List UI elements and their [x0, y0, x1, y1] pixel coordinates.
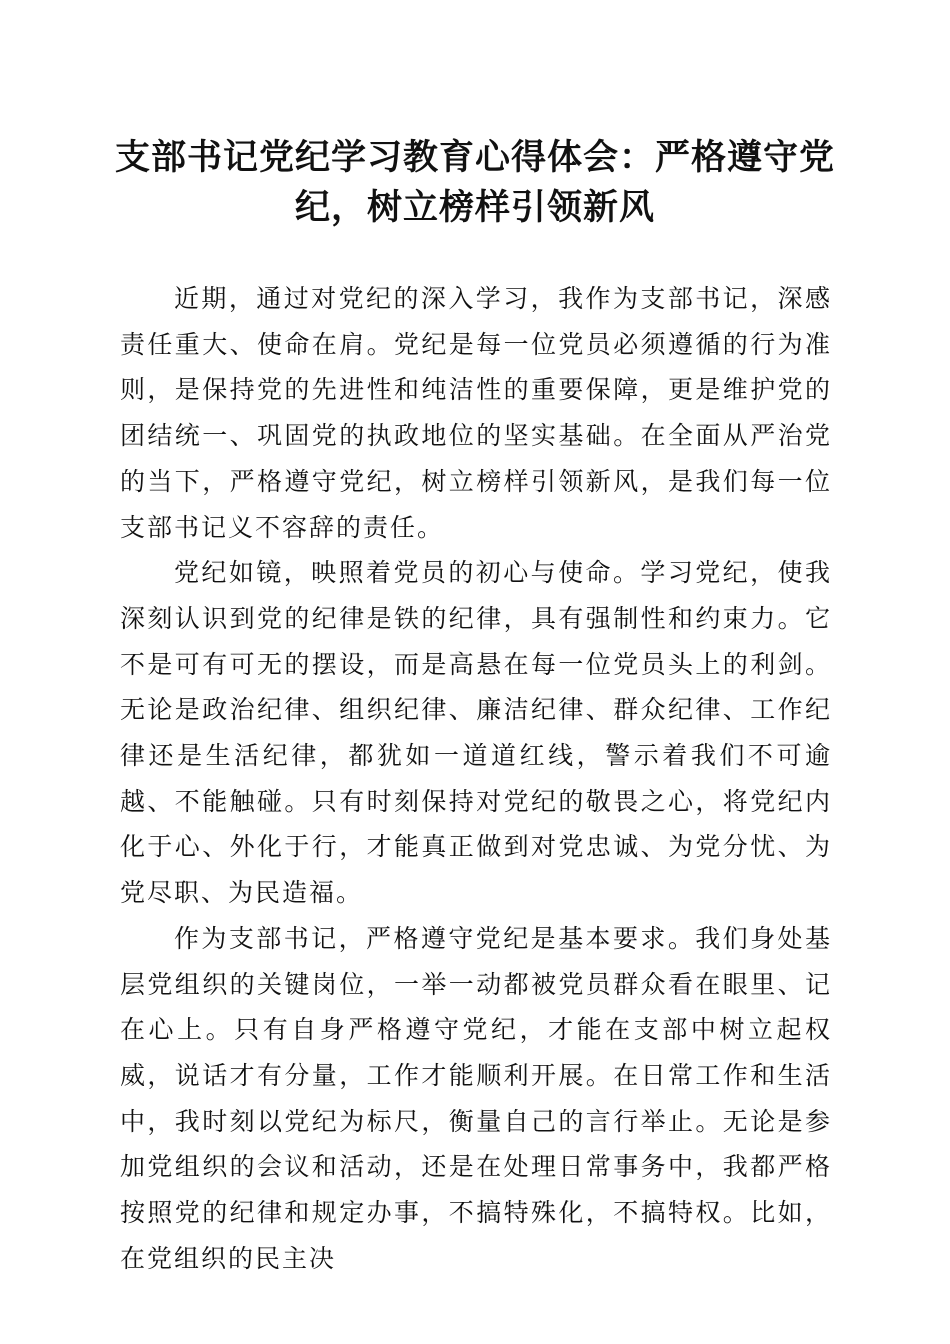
- paragraph-1: 近期，通过对党纪的深入学习，我作为支部书记，深感责任重大、使命在肩。党纪是每一位党员必须遵循的行为准则，是保持党的先进性和纯洁性的重要保障，更是维护党的团结统一、巩固党的执政地位的坚实基础。在全面从严治党的当下，严格遵守党纪，树立榜样引领新风，是我们每一位支部书记义不容辞的责任。: [120, 284, 832, 542]
- document-body: [120, 276, 832, 1281]
- paragraph-3: 作为支部书记，严格遵守党纪是基本要求。我们身处基层党组织的关键岗位，一举一动都被党员群众看在眼里、记在心上。只有自身严格遵守党纪，才能在支部中树立起权威，说话才有分量，工作才能顺利开展。在日常工作和生活中，我时刻以党纪为标尺，衡量自己的言行举止。无论是参加党组织的会议和活动，还是在处理日常事务中，我都严格按照党的纪律和规定办事，不搞特殊化，不搞特权。比如，在党组织的民主决: [120, 923, 832, 1273]
- document-title: 支部书记党纪学习教育心得体会：严格遵守党纪，树立榜样引领新风: [115, 137, 836, 228]
- paragraph-2: 党纪如镜，映照着党员的初心与使命。学习党纪，使我深刻认识到党的纪律是铁的纪律，具有强制性和约束力。它不是可有可无的摆设，而是高悬在每一位党员头上的利剑。无论是政治纪律、组织纪律、廉洁纪律、群众纪律、工作纪律还是生活纪律，都犹如一道道红线，警示着我们不可逾越、不能触碰。只有时刻保持对党纪的敬畏之心，将党纪内化于心、外化于行，才能真正做到对党忠诚、为党分忧、为党尽职、为民造福。: [120, 558, 832, 908]
